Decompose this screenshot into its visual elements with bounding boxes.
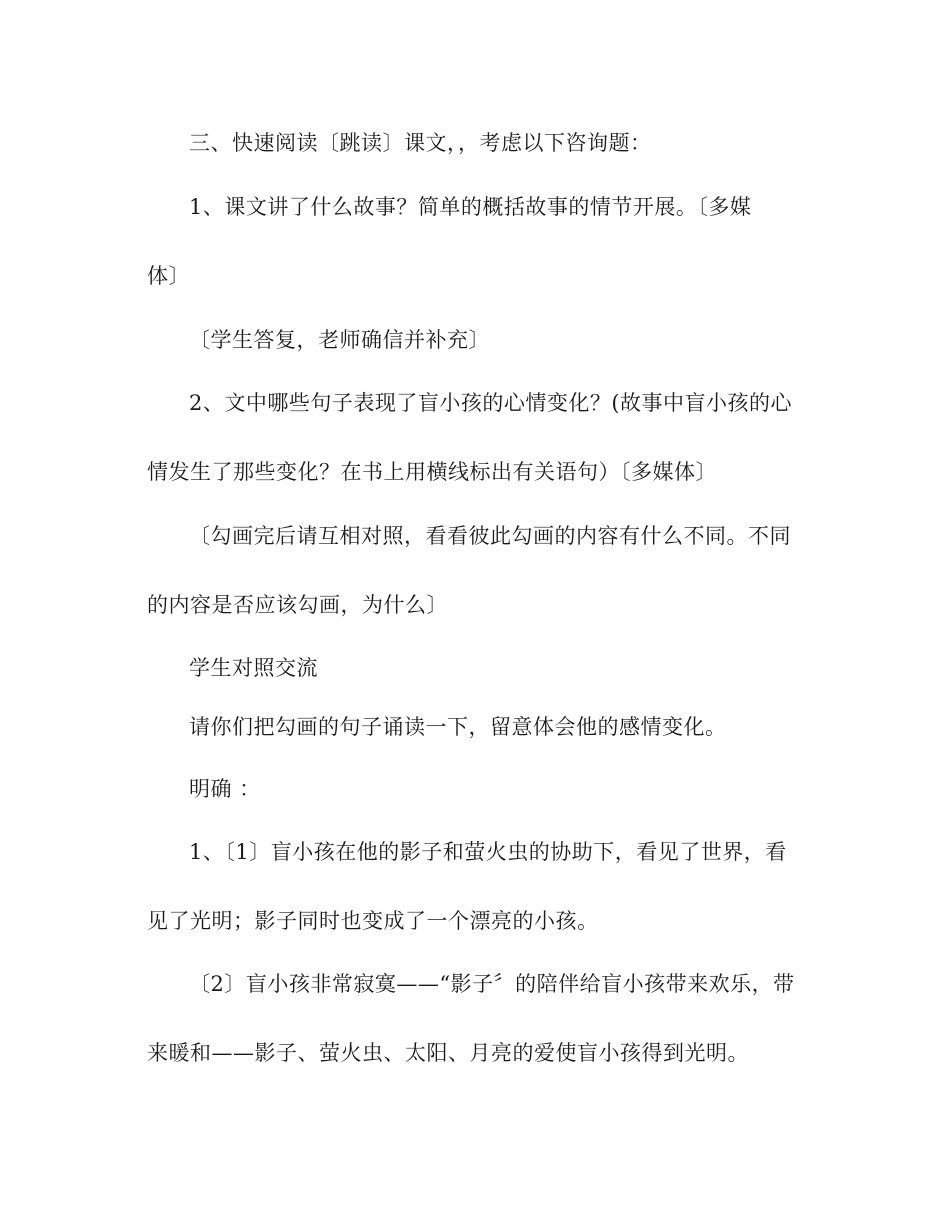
answer-1-line-1: 1、〔1〕盲小孩在他的影子和萤火虫的协助下，看见了世界，看 — [189, 840, 787, 864]
clarify-label: 明确 ： — [189, 777, 261, 801]
answer-2-line-2: 来暖和——影子、萤火虫、太阳、月亮的爱使盲小孩得到光明。 — [147, 1041, 749, 1065]
compare-note-line-2: 的内容是否应该勾画，为什么〕 — [147, 593, 448, 617]
compare-note-line-1: 〔勾画完后请互相对照，看看彼此勾画的内容有什么不同。不同 — [189, 524, 791, 548]
student-exchange: 学生对照交流 — [189, 656, 318, 680]
answer-2-line-1: 〔2〕盲小孩非常寂寞——“影子〞的陪伴给盲小孩带来欢乐，带 — [189, 972, 795, 996]
question-2-line-1: 2、文中哪些句子表现了盲小孩的心情变化？(故事中盲小孩的心 — [189, 391, 793, 415]
answer-1-line-2: 见了光明；影子同时也变成了一个漂亮的小孩。 — [147, 909, 599, 933]
paragraph-heading-section-three: 三、快速阅读〔跳读〕课文，，考虑以下咨询题： — [189, 131, 652, 155]
question-1-line-2: 体〕 — [147, 264, 190, 288]
recite-instruction: 请你们把勾画的句子诵读一下，留意体会他的感情变化。 — [189, 715, 727, 739]
question-2-line-2: 情发生了那些变化？在书上用横线标出有关语句）〔多媒体〕 — [147, 460, 717, 484]
student-answer-note: 〔学生答复，老师确信并补充〕 — [189, 328, 490, 352]
question-1-line-1: 1、课文讲了什么故事？简单的概括故事的情节开展。〔多媒 — [189, 195, 752, 219]
